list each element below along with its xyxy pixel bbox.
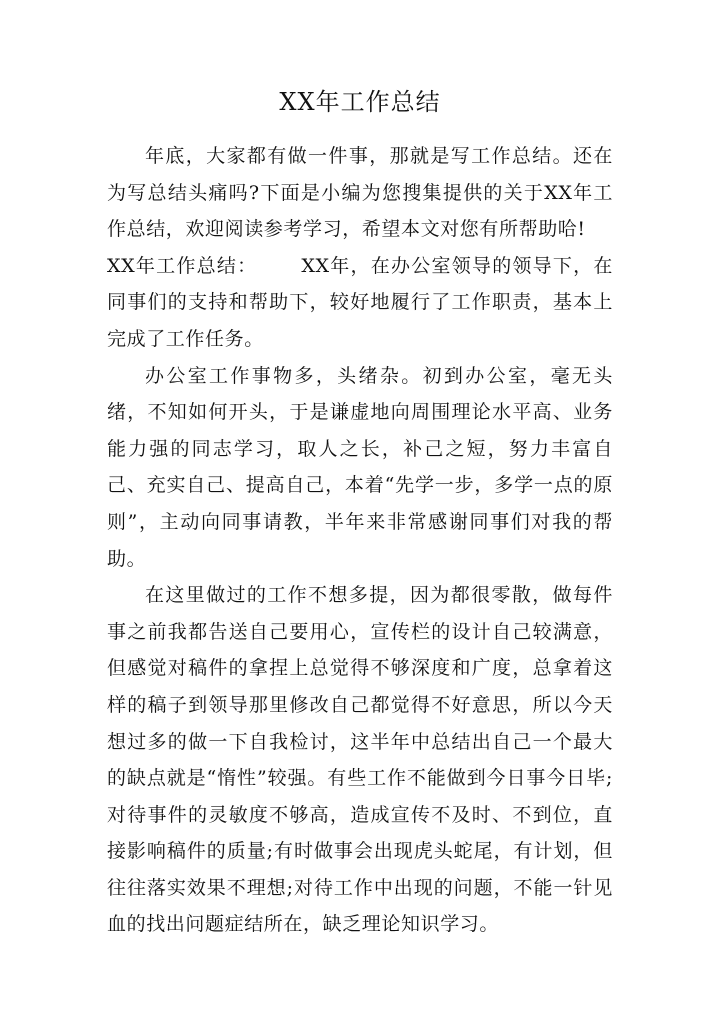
document-page	[107, 82, 613, 943]
document-title: XX年工作总结	[279, 88, 441, 116]
intro-paragraph: 年底，大家都有做一件事，那就是写工作总结。还在为写总结头痛吗?下面是小编为您搜集提供的关于XX年工作总结，欢迎阅读参考学习，希望本文对您有所帮助哈!	[107, 145, 613, 241]
summary-paragraph	[107, 248, 613, 358]
body-paragraph-office: 办公室工作事物多，头绪杂。初到办公室，毫无头绪，不知如何开头，于是谦虚地向周围理论水平高、业务能力强的同志学习，取人之长，补己之短，努力丰富自己、充实自己、提高自己，本着“先学一步，多学一点的原则”，主动向同事请教，半年来非常感谢同事们对我的帮助。	[107, 364, 613, 570]
section-text: XX年，在办公室领导的领导下，在同事们的支持和帮助下，较好地履行了工作职责，基本上完成了工作任务。	[107, 254, 614, 350]
body-paragraph-reflection: 在这里做过的工作不想多提，因为都很零散，做每件事之前我都告送自己要用心，宣传栏的设计自己较满意，但感觉对稿件的拿捏上总觉得不够深度和广度，总拿着这样的稿子到领导那里修改自己都觉得不好意思，所以今天想过多的做一下自我检讨，这半年中总结出自己一个最大的缺点就是“惰性”较强。有些工作不能做到今日事今日毕;对待事件的灵敏度不够高，造成宣传不及时、不到位，直接影响稿件的质量;有时做事会出现虎头蛇尾，有计划，但往往落实效果不理想;对待工作中出现的问题，不能一针见血的找出问题症结所在，缺乏理论知识学习。	[107, 584, 613, 936]
section-label: XX年工作总结：	[107, 254, 258, 277]
